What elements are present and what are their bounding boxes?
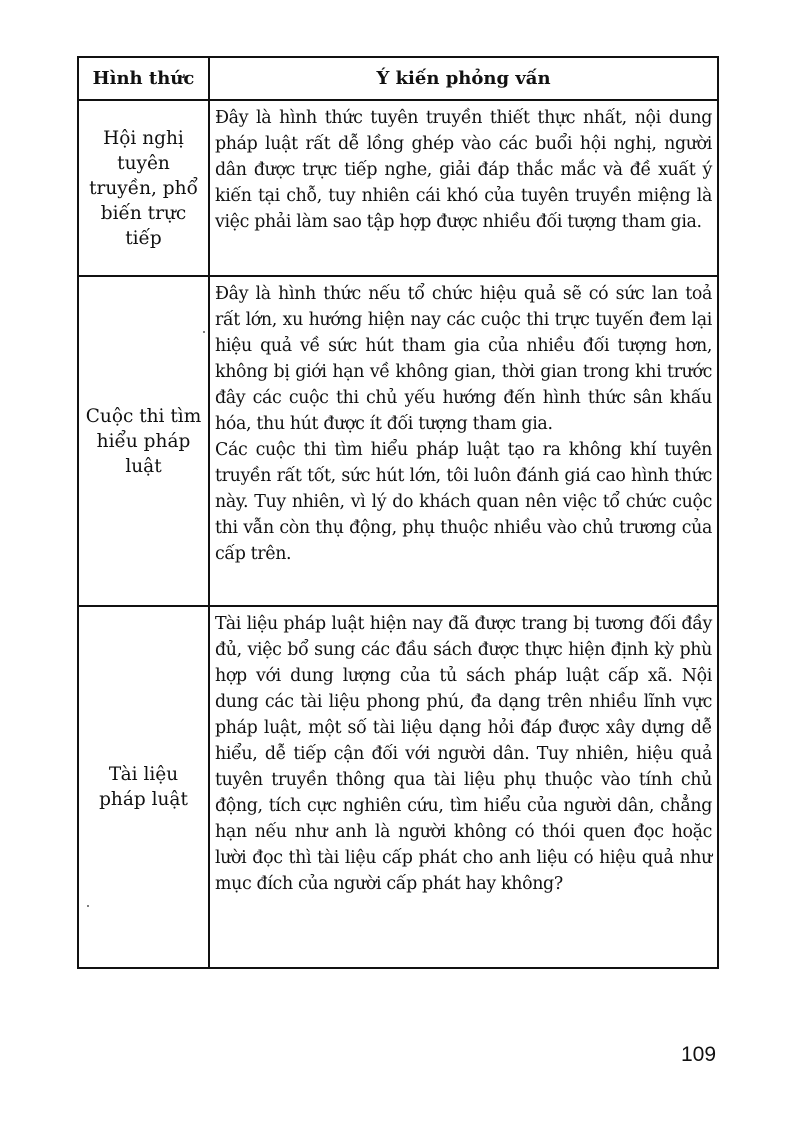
interview-opinions-table	[77, 56, 719, 969]
form-cell	[78, 606, 209, 968]
table-row	[78, 276, 718, 606]
opinion-paragraph: Tài liệu pháp luật hiện nay đã được trang bị tương đối đầy đủ, việc bổ sung các đầu sách được thực hiện định kỳ phù hợp với dung lượng của tủ sách pháp luật cấp xã. Nội dung các tài liệu phong phú, đa dạng trên nhiều lĩnh vực pháp luật, một số tài liệu dạng hỏi đáp được xây dựng dễ hiểu, dễ tiếp cận đối với người dân. Tuy nhiên, hiệu quả tuyên truyền thông qua tài liệu phụ thuộc vào tính chủ động, tích cực nghiên cứu, tìm hiểu của người dân, chẳng hạn nếu như anh là người không có thói quen đọc hoặc lười đọc thì tài liệu cấp phát cho anh liệu có hiệu quả như mục đích của người cấp phát hay không?	[215, 614, 712, 894]
form-label: Tài liệu pháp luật	[99, 764, 188, 810]
form-cell	[78, 100, 209, 276]
form-label: Hội nghị tuyên truyền, phổ biến trực tiếp	[89, 127, 198, 249]
scan-speck	[203, 331, 205, 333]
opinion-paragraph: Các cuộc thi tìm hiểu pháp luật tạo ra không khí tuyên truyền rất tốt, sức hút lớn, tôi luôn đánh giá cao hình thức này. Tuy nhiên, vì lý do khách quan nên việc tổ chức cuộc thi vẫn còn thụ động, phụ thuộc nhiều vào chủ trương của cấp trên.	[215, 440, 712, 564]
table-header-row	[78, 57, 718, 100]
opinion-cell	[209, 100, 718, 276]
page-number: 109	[681, 1043, 717, 1066]
opinion-paragraph: Đây là hình thức nếu tổ chức hiệu quả sẽ có sức lan toả rất lớn, xu hướng hiện nay các cuộc thi trực tuyến đem lại hiệu quả về sức hút tham gia của nhiều đối tượng hơn, không bị giới hạn về không gian, thời gian trong khi trước đây các cuộc thi chủ yếu hướng đến hình thức sân khấu hóa, thu hút được ít đối tượng tham gia.	[215, 284, 712, 434]
header-form: Hình thức	[78, 57, 209, 100]
table-row	[78, 606, 718, 968]
opinion-cell	[209, 606, 718, 968]
table-row	[78, 100, 718, 276]
opinion-paragraph: Đây là hình thức tuyên truyền thiết thực nhất, nội dung pháp luật rất dễ lồng ghép vào các buổi hội nghị, người dân được trực tiếp nghe, giải đáp thắc mắc và đề xuất ý kiến tại chỗ, tuy nhiên cái khó của tuyên truyền miệng là việc phải làm sao tập hợp được nhiều đối tượng tham gia.	[215, 108, 712, 232]
header-opinion: Ý kiến phỏng vấn	[209, 57, 718, 100]
scan-speck	[87, 905, 89, 907]
form-cell	[78, 276, 209, 606]
opinion-cell	[209, 276, 718, 606]
form-label: Cuộc thi tìm hiểu pháp luật	[85, 405, 202, 477]
